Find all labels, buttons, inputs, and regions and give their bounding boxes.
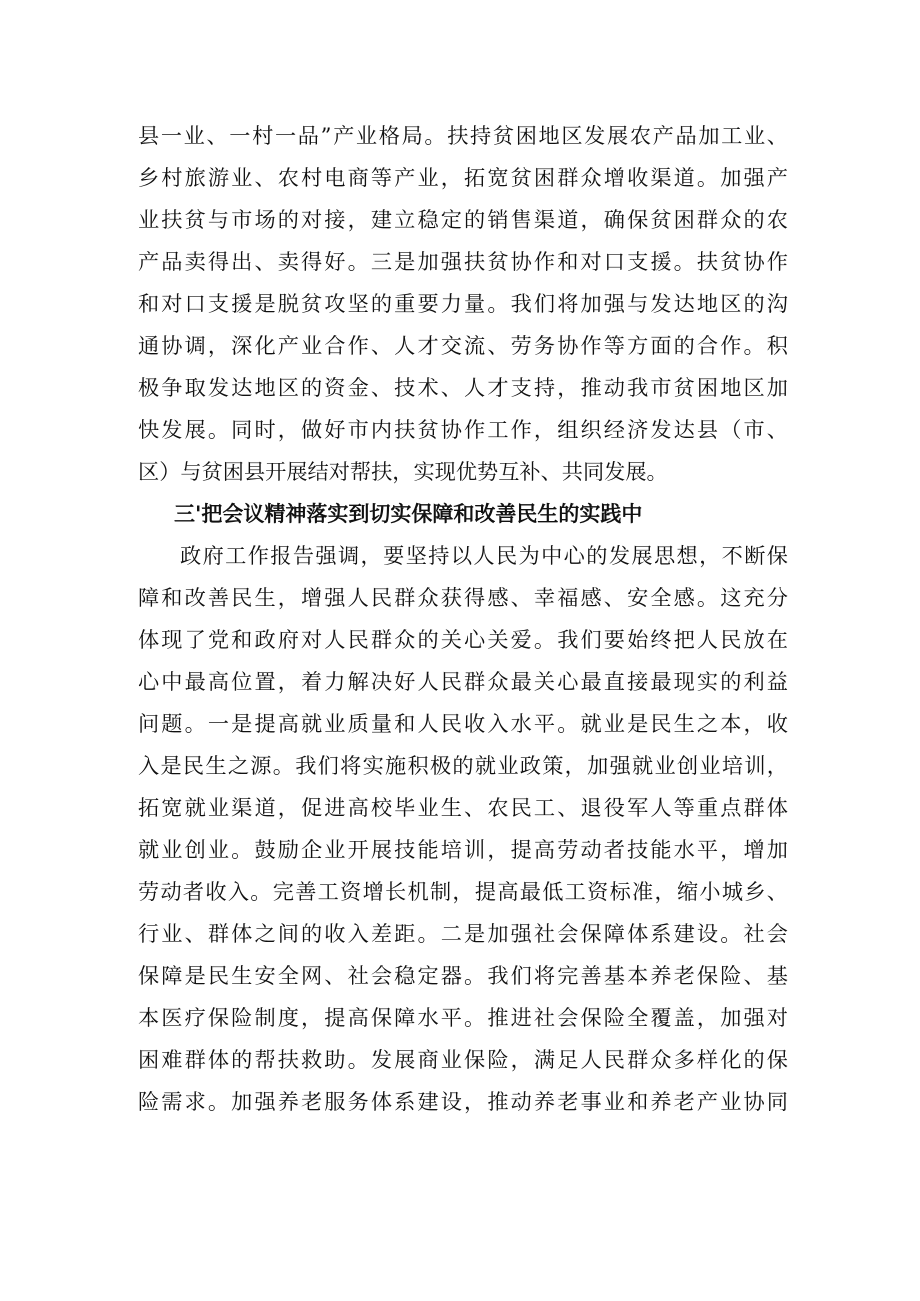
paragraph-line: 问题。一是提高就业质量和人民收入水平。就业是民生之本，收	[138, 711, 788, 736]
paragraph-line: 就业创业。鼓励企业开展技能培训，提高劳动者技能水平，增加	[138, 837, 788, 862]
paragraph-line: 拓宽就业渠道，促进高校毕业生、农民工、退役军人等重点群体	[138, 795, 788, 820]
paragraph-line: 险需求。加强养老服务体系建设，推动养老事业和养老产业协同	[138, 1089, 788, 1114]
paragraph-line: 和对口支援是脱贫攻坚的重要力量。我们将加强与发达地区的沟	[138, 291, 788, 316]
paragraph-line: 入是民生之源。我们将实施积极的就业政策，加强就业创业培训，	[138, 753, 788, 778]
paragraph-line: 通协调，深化产业合作、人才交流、劳务协作等方面的合作。积	[138, 333, 788, 358]
paragraph-line: 困难群体的帮扶救助。发展商业保险，满足人民群众多样化的保	[138, 1047, 788, 1072]
paragraph-line-first: 政府工作报告强调，要坚持以人民为中心的发展思想，不断保	[180, 543, 788, 568]
paragraph-line: 障和改善民生，增强人民群众获得感、幸福感、安全感。这充分	[138, 585, 788, 610]
paragraph-line: 乡村旅游业、农村电商等产业，拓宽贫困群众增收渠道。加强产	[138, 165, 788, 190]
paragraph-line: 劳动者收入。完善工资增长机制，提高最低工资标准，缩小城乡、	[138, 879, 788, 904]
paragraph-line: 产品卖得出、卖得好。三是加强扶贫协作和对口支援。扶贫协作	[138, 249, 788, 274]
paragraph-line: 心中最高位置，着力解决好人民群众最关心最直接最现实的利益	[138, 669, 788, 694]
paragraph-line: 业扶贫与市场的对接，建立稳定的销售渠道，确保贫困群众的农	[138, 207, 788, 232]
paragraph-line: 本医疗保险制度，提高保障水平。推进社会保险全覆盖，加强对	[138, 1005, 788, 1030]
paragraph-line: 保障是民生安全网、社会稳定器。我们将完善基本养老保险、基	[138, 963, 788, 988]
paragraph-line: 县一业、一村一品”产业格局。扶持贫困地区发展农产品加工业、	[138, 123, 788, 148]
section-heading: 三'把会议精神落实到切实保障和改善民生的实践中	[174, 502, 643, 526]
paragraph-line: 行业、群体之间的收入差距。二是加强社会保障体系建设。社会	[138, 921, 788, 946]
paragraph-line-last: 区）与贫困县开展结对帮扶，实现优势互补、共同发展。	[138, 459, 668, 484]
paragraph-line: 体现了党和政府对人民群众的关心关爱。我们要始终把人民放在	[138, 627, 788, 652]
paragraph-line: 极争取发达地区的资金、技术、人才支持，推动我市贫困地区加	[138, 375, 788, 400]
paragraph-line: 快发展。同时，做好市内扶贫协作工作，组织经济发达县（市、	[138, 417, 788, 442]
